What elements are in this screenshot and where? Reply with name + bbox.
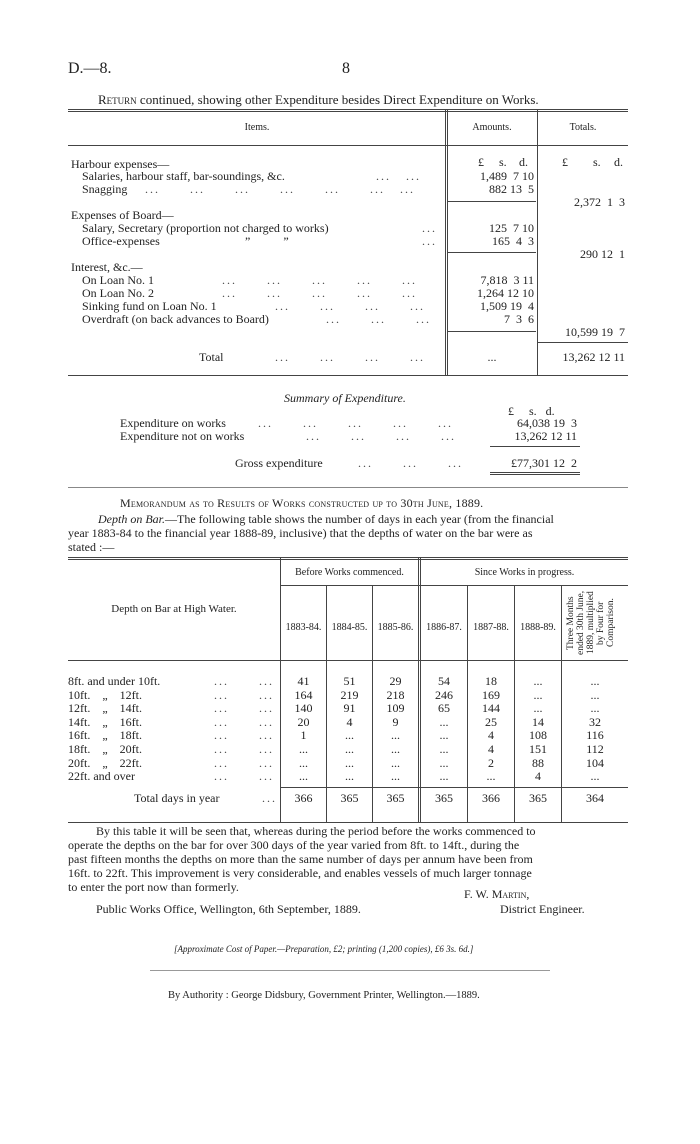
total-cell: 364 <box>586 791 604 805</box>
leader-dots: ... ... <box>214 728 274 743</box>
total-rule <box>280 787 628 788</box>
memorandum-intro-line <box>98 512 554 527</box>
table-rule <box>68 557 628 558</box>
depth-cell: ... <box>345 728 354 743</box>
table-rule <box>68 111 628 112</box>
summary-rule <box>490 472 580 473</box>
year-header: 1883-84. <box>285 622 322 633</box>
depth-cell: ... <box>533 674 543 688</box>
memorandum-intro-line: stated :— <box>68 540 115 554</box>
depth-cell: 51 <box>343 674 356 688</box>
depth-cell: ... <box>345 769 354 784</box>
expense-amount: 7,818 3 11 <box>480 273 534 287</box>
leader-dots: ... ... <box>376 169 421 183</box>
depth-cell: 25 <box>485 714 497 729</box>
total-cell: 366 <box>482 791 500 805</box>
depth-cell: ... <box>439 714 449 729</box>
unit-pence: d. <box>519 155 528 169</box>
total-cell: 365 <box>340 791 359 805</box>
depth-cell: 108 <box>529 728 547 743</box>
depth-cell: 140 <box>294 701 313 716</box>
depth-cell: ... <box>439 742 449 756</box>
leader-dots: ... ... ... <box>326 312 431 326</box>
unit-pound: £ <box>562 155 568 169</box>
depth-label: 8ft. and under 10ft. <box>68 674 161 688</box>
section-total: 2,372 1 3 <box>574 195 625 209</box>
table-rule <box>445 110 446 375</box>
depth-label: 16ft. „ 18ft. <box>68 728 142 743</box>
depth-column-header: Depth on Bar at High Water. <box>111 603 237 615</box>
leader-dots: ... ... <box>214 687 274 702</box>
depth-cell: 109 <box>386 701 405 716</box>
since-works-header: Since Works in progress. <box>474 567 575 578</box>
section-heading: Expenses of Board— <box>71 208 174 222</box>
depth-cell: ... <box>345 742 354 756</box>
expense-label: On Loan No. 1 <box>82 273 154 287</box>
depth-cell: ... <box>391 755 400 770</box>
depth-cell: ... <box>439 728 449 743</box>
table-rule <box>68 559 628 560</box>
before-works-header: Before Works commenced. <box>295 567 404 578</box>
depth-label: 14ft. „ 16ft. <box>68 714 142 729</box>
total-cell: 365 <box>529 791 547 805</box>
depth-cell: 116 <box>586 728 604 743</box>
section-total: 290 12 1 <box>580 247 625 261</box>
depth-cell: 32 <box>589 714 601 729</box>
expense-label: Salaries, harbour staff, bar-soundings, &c. <box>82 169 285 183</box>
depth-cell: ... <box>299 742 308 756</box>
conclusion-line: By this table it will be seen that, whereas during the period before the works commenced to <box>96 824 536 838</box>
unit-pound: £ <box>478 155 484 169</box>
leader-dots: ... ... ... ... ... <box>222 273 417 287</box>
document-code: D.—8. <box>68 60 112 77</box>
depth-on-bar-lead: Depth on Bar. <box>98 512 165 526</box>
grand-total-value: 13,262 12 11 <box>562 350 625 364</box>
depth-cell: ... <box>590 769 600 784</box>
expense-amount: 882 13 5 <box>489 182 534 196</box>
leader-dots: ... ... <box>214 714 274 729</box>
expense-label: Sinking fund on Loan No. 1 <box>82 299 217 313</box>
memorandum-intro-line: year 1883-84 to the financial year 1888-89, inclusive) that the depths of water on the bar were as <box>68 526 533 540</box>
depth-cell: 4 <box>535 769 541 784</box>
unit-shillings: s. <box>499 155 507 169</box>
summary-value: 13,262 12 11 <box>514 429 577 443</box>
section-heading: Interest, &c.— <box>71 260 143 274</box>
depth-cell: 104 <box>586 755 604 770</box>
expense-amount: 1,509 19 4 <box>480 299 534 313</box>
leader-dots: ... <box>422 221 437 235</box>
depth-cell: 18 <box>485 674 497 688</box>
depth-cell: 151 <box>529 742 547 756</box>
depth-cell: 4 <box>488 742 494 756</box>
depth-cell: 88 <box>532 755 544 770</box>
intro-text: —The following table shows the number of days in each year (from the financial <box>165 512 554 526</box>
expense-amount: 7 3 6 <box>504 312 534 326</box>
signature-name: F. W. Martin, <box>464 887 530 901</box>
unit-shillings: s. <box>593 155 601 169</box>
conclusion-line: to enter the port now than formerly. <box>68 880 239 894</box>
depth-cell: ... <box>299 755 308 770</box>
grand-total-label: Total <box>199 350 224 364</box>
leader-dots: ... ... ... <box>358 456 463 470</box>
totals-header: Totals. <box>569 122 597 133</box>
total-days-label: Total days in year <box>134 791 220 805</box>
expense-label: On Loan No. 2 <box>82 286 154 300</box>
depth-cell: ... <box>299 769 308 784</box>
depth-cell: 246 <box>435 687 453 702</box>
return-title-lead: Return <box>98 92 137 107</box>
depth-cell: ... <box>533 701 543 716</box>
table-rule <box>418 558 419 822</box>
total-cell: 366 <box>294 791 313 805</box>
return-title <box>98 92 539 108</box>
return-title-rest: continued, showing other Expenditure besides Direct Expenditure on Works. <box>139 92 539 107</box>
depth-cell: 20 <box>297 714 310 729</box>
authority-line: By Authority : George Didsbury, Government Printer, Wellington.—1889. <box>168 990 480 1001</box>
leader-dots: ... ... <box>214 755 274 770</box>
expense-amount: 165 4 3 <box>492 234 534 248</box>
depth-cell: 169 <box>482 687 500 702</box>
amounts-header: Amounts. <box>472 122 512 133</box>
depth-cell: 41 <box>297 674 310 688</box>
expense-amount: 1,489 7 10 <box>480 169 534 183</box>
table-rule <box>68 660 628 661</box>
table-rule <box>447 110 448 375</box>
depth-cell: 2 <box>488 755 494 770</box>
depth-cell: ... <box>590 687 600 702</box>
leader-dots: ... ... <box>214 701 274 716</box>
expense-amount: 1,264 12 10 <box>477 286 534 300</box>
leader-dots: ... ... ... ... <box>306 429 456 443</box>
table-rule <box>68 109 628 110</box>
ditto-marks: ” ” <box>245 234 289 248</box>
gross-value: £77,301 12 2 <box>511 456 577 470</box>
depth-label: 10ft. „ 12ft. <box>68 687 142 702</box>
signature-title: District Engineer. <box>500 902 585 916</box>
summary-units: £ s. d. <box>508 404 555 418</box>
leader-dots: ... ... ... ... ... <box>258 416 453 430</box>
leader-dots: ... ... ... ... <box>275 299 425 313</box>
leader-dots: ... <box>262 791 277 805</box>
depth-cell: ... <box>345 755 354 770</box>
year-header: 1888-89. <box>520 622 556 633</box>
leader-dots: ... ... <box>214 674 274 688</box>
year-header: 1885-86. <box>377 622 414 633</box>
leader-dots: ... <box>422 234 437 248</box>
memorandum-title: Memorandum as to Results of Works constructed up to 30th June, 1889. <box>120 496 484 510</box>
subtotal-rule <box>448 331 536 332</box>
table-rule <box>68 822 628 823</box>
depth-cell: 218 <box>386 687 405 702</box>
depth-cell: 54 <box>438 674 450 688</box>
total-cell: 365 <box>386 791 405 805</box>
summary-title: Summary of Expenditure. <box>284 391 406 405</box>
summary-label: Expenditure on works <box>120 416 226 430</box>
section-total: 10,599 19 7 <box>565 325 625 339</box>
conclusion-line: operate the depths on the bar for over 300 days of the year varied from 8ft. to 14ft., during the <box>68 838 520 852</box>
expense-amount: 125 7 10 <box>489 221 534 235</box>
summary-value: 64,038 19 3 <box>517 416 577 430</box>
depth-cell: 91 <box>343 701 356 716</box>
section-heading: Harbour expenses— <box>71 157 170 171</box>
table-rule <box>537 110 538 375</box>
expense-label: Office-expenses <box>82 234 160 248</box>
subtotal-rule <box>538 342 628 343</box>
subtotal-rule <box>448 201 536 202</box>
grand-total-amount: ... <box>487 350 497 364</box>
table-rule <box>68 375 628 376</box>
items-header: Items. <box>244 122 270 133</box>
unit-pence: d. <box>614 155 623 169</box>
summary-rule <box>490 474 580 475</box>
depth-cell: 219 <box>340 687 359 702</box>
depth-cell: 14 <box>532 714 544 729</box>
depth-cell: ... <box>439 769 449 784</box>
depth-cell: 112 <box>586 742 604 756</box>
depth-cell: 164 <box>294 687 313 702</box>
summary-label: Expenditure not on works <box>120 429 245 443</box>
place-date: Public Works Office, Wellington, 6th September, 1889. <box>96 902 361 916</box>
depth-cell: 4 <box>488 728 494 743</box>
depth-cell: ... <box>439 755 449 770</box>
section-divider <box>68 487 628 488</box>
depth-cell: 4 <box>346 714 353 729</box>
depth-cell: 9 <box>392 714 399 729</box>
leader-dots: ... ... <box>214 742 274 756</box>
total-cell: 365 <box>435 791 453 805</box>
three-months-header: Three Months ended 30th June, 1889, multiplied by Four for Comparison. <box>566 590 616 656</box>
depth-cell: ... <box>391 728 400 743</box>
conclusion-line: past fifteen months the depths on more than the same number of days per annum have been from <box>68 852 533 866</box>
expense-label: Salary, Secretary (proportion not charged to works) <box>82 221 329 235</box>
year-header: 1887-88. <box>473 622 509 633</box>
footer-rule <box>150 970 550 971</box>
depth-label: 18ft. „ 20ft. <box>68 742 142 756</box>
depth-cell: 65 <box>438 701 450 716</box>
depth-cell: ... <box>391 742 400 756</box>
year-header: 1884-85. <box>331 622 368 633</box>
depth-cell: ... <box>391 769 400 784</box>
leader-dots: ... ... ... ... ... <box>222 286 417 300</box>
table-rule <box>68 145 628 146</box>
depth-cell: ... <box>486 769 496 784</box>
depth-cell: 1 <box>300 728 307 743</box>
year-header: 1886-87. <box>426 622 462 633</box>
leader-dots: ... ... <box>214 769 274 784</box>
leader-dots: ... ... ... ... <box>275 350 425 364</box>
page-number: 8 <box>342 60 350 77</box>
depth-label: 20ft. „ 22ft. <box>68 755 142 770</box>
depth-label: 22ft. and over <box>68 769 135 784</box>
expense-label: Snagging <box>82 182 128 196</box>
subtotal-rule <box>448 252 536 253</box>
depth-cell: ... <box>590 701 600 716</box>
cost-note: [Approximate Cost of Paper.—Preparation, £2; printing (1,200 copies), £6 3s. 6d.] <box>174 944 474 954</box>
leader-dots: ... ... ... ... ... ... ... <box>145 182 415 196</box>
expense-label: Overdraft (on back advances to Board) <box>82 312 269 326</box>
depth-cell: ... <box>590 674 600 688</box>
gross-label: Gross expenditure <box>235 456 323 470</box>
conclusion-line: 16ft. to 22ft. This improvement is very considerable, and enables vessels of much larger tonnage <box>68 866 532 880</box>
table-rule <box>280 585 628 586</box>
depth-label: 12ft. „ 14ft. <box>68 701 142 716</box>
depth-cell: 144 <box>482 701 500 716</box>
summary-rule <box>490 446 580 447</box>
depth-cell: ... <box>533 687 543 702</box>
depth-cell: 29 <box>389 674 402 688</box>
